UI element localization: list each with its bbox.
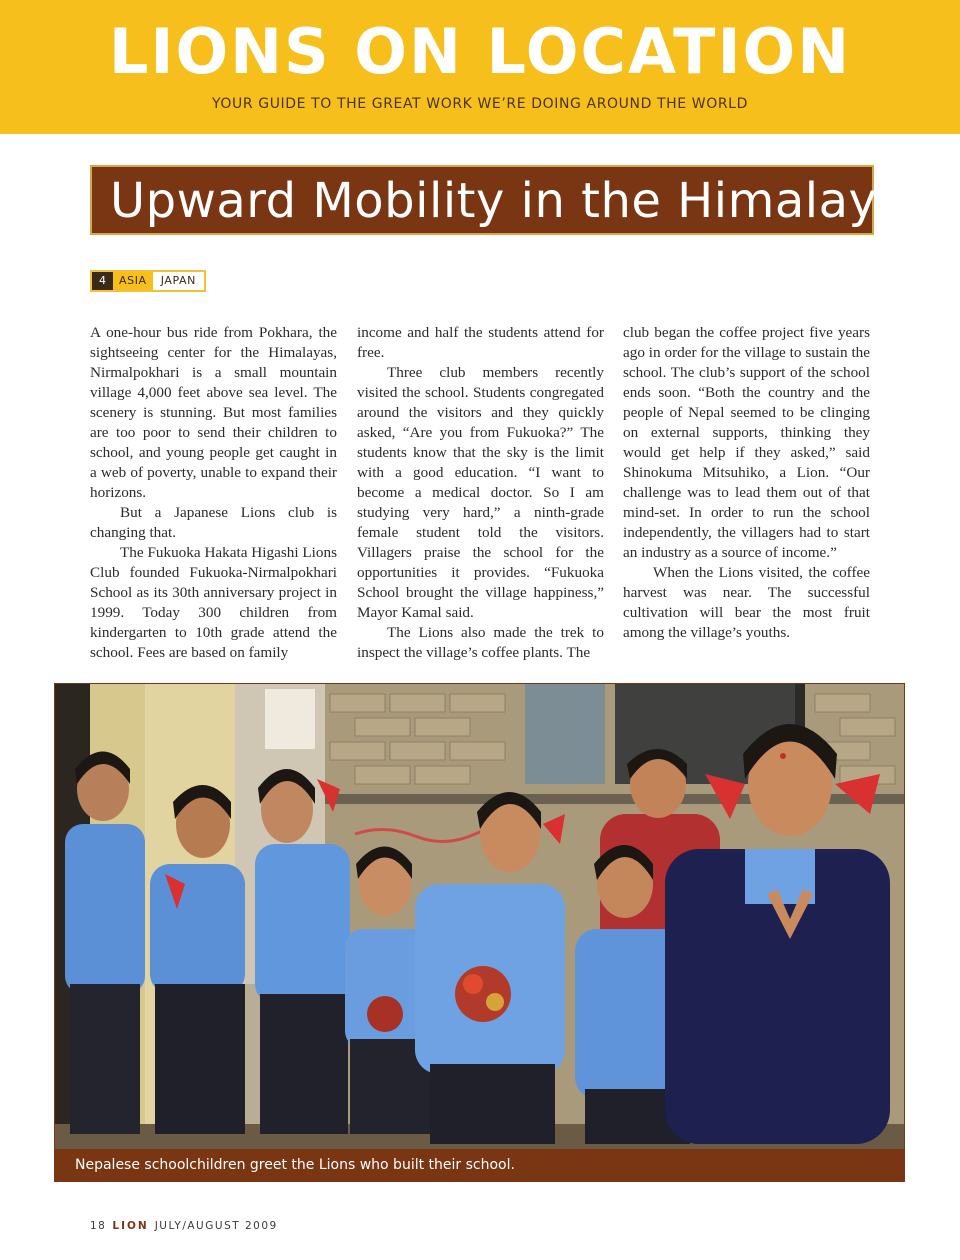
article-column-2 bbox=[357, 323, 604, 663]
section-banner bbox=[0, 0, 960, 134]
photo-caption: Nepalese schoolchildren greet the Lions who built their school. bbox=[75, 1157, 515, 1173]
article-photo bbox=[54, 683, 905, 1182]
paragraph: But a Japanese Lions club is changing that. bbox=[90, 504, 337, 541]
paragraph: The Lions also made the trek to inspect the village’s coffee plants. The bbox=[357, 624, 604, 661]
article-column-1 bbox=[90, 323, 337, 663]
paragraph: income and half the students attend for free. bbox=[357, 324, 604, 361]
tag-country: JAPAN bbox=[153, 272, 204, 290]
caption-bar bbox=[55, 1149, 904, 1181]
article-column-3 bbox=[623, 323, 870, 643]
page-number: 18 bbox=[90, 1220, 107, 1232]
paragraph: club began the coffee project five years ago in order for the village to sustain the school. The club’s support of the school ends soon. “Both the country and the people of Nepal seemed to be clinging on external supports, thinking they would get help if they asked,” said Shinokuma Mitsuhiko, a Lion. “Our challenge was to lead them out of that mind-set. In order to run the school independently, the villagers had to start an industry as a source of income.” bbox=[623, 324, 870, 561]
headline-box bbox=[90, 165, 933, 235]
magazine-name: LION bbox=[112, 1220, 149, 1232]
location-tag bbox=[90, 270, 206, 292]
paragraph: When the Lions visited, the coffee harvest was near. The successful cultivation will bear the most fruit among the village’s youths. bbox=[623, 564, 870, 641]
tag-number: 4 bbox=[92, 272, 113, 290]
page-footer bbox=[90, 1219, 278, 1233]
section-title: LIONS ON LOCATION bbox=[108, 15, 852, 88]
issue-date: JULY/AUGUST 2009 bbox=[154, 1220, 278, 1232]
schoolchildren-photo bbox=[55, 684, 904, 1181]
article-headline: Upward Mobility in the Himalayas bbox=[110, 173, 933, 229]
paragraph: The Fukuoka Hakata Higashi Lions Club founded Fukuoka-Nirmalpokhari School as its 30th anniversary project in 1999. Today 300 children from kindergarten to 10th grade attend the school. Fees are based on family bbox=[90, 544, 337, 661]
paragraph: A one-hour bus ride from Pokhara, the sightseeing center for the Himalayas, Nirmalpokhari is a small mountain village 4,000 feet above sea level. The scenery is stunning. But most families are too poor to send their children to school, and young people get caught in a web of poverty, unable to expand their horizons. bbox=[90, 324, 337, 501]
paragraph: Three club members recently visited the school. Students congregated around the visitors and they quickly asked, “Are you from Fukuoka?” The students know that the sky is the limit with a good education. “I want to become a medical doctor. So I am studying very hard,” a ninth-grade female student told the visitors. Villagers praise the school for the opportunities it provides. “Fukuoka School brought the village happiness,” Mayor Kamal said. bbox=[357, 364, 604, 621]
section-subtitle: YOUR GUIDE TO THE GREAT WORK WE’RE DOING AROUND THE WORLD bbox=[212, 96, 748, 112]
tag-region: ASIA bbox=[113, 272, 153, 290]
